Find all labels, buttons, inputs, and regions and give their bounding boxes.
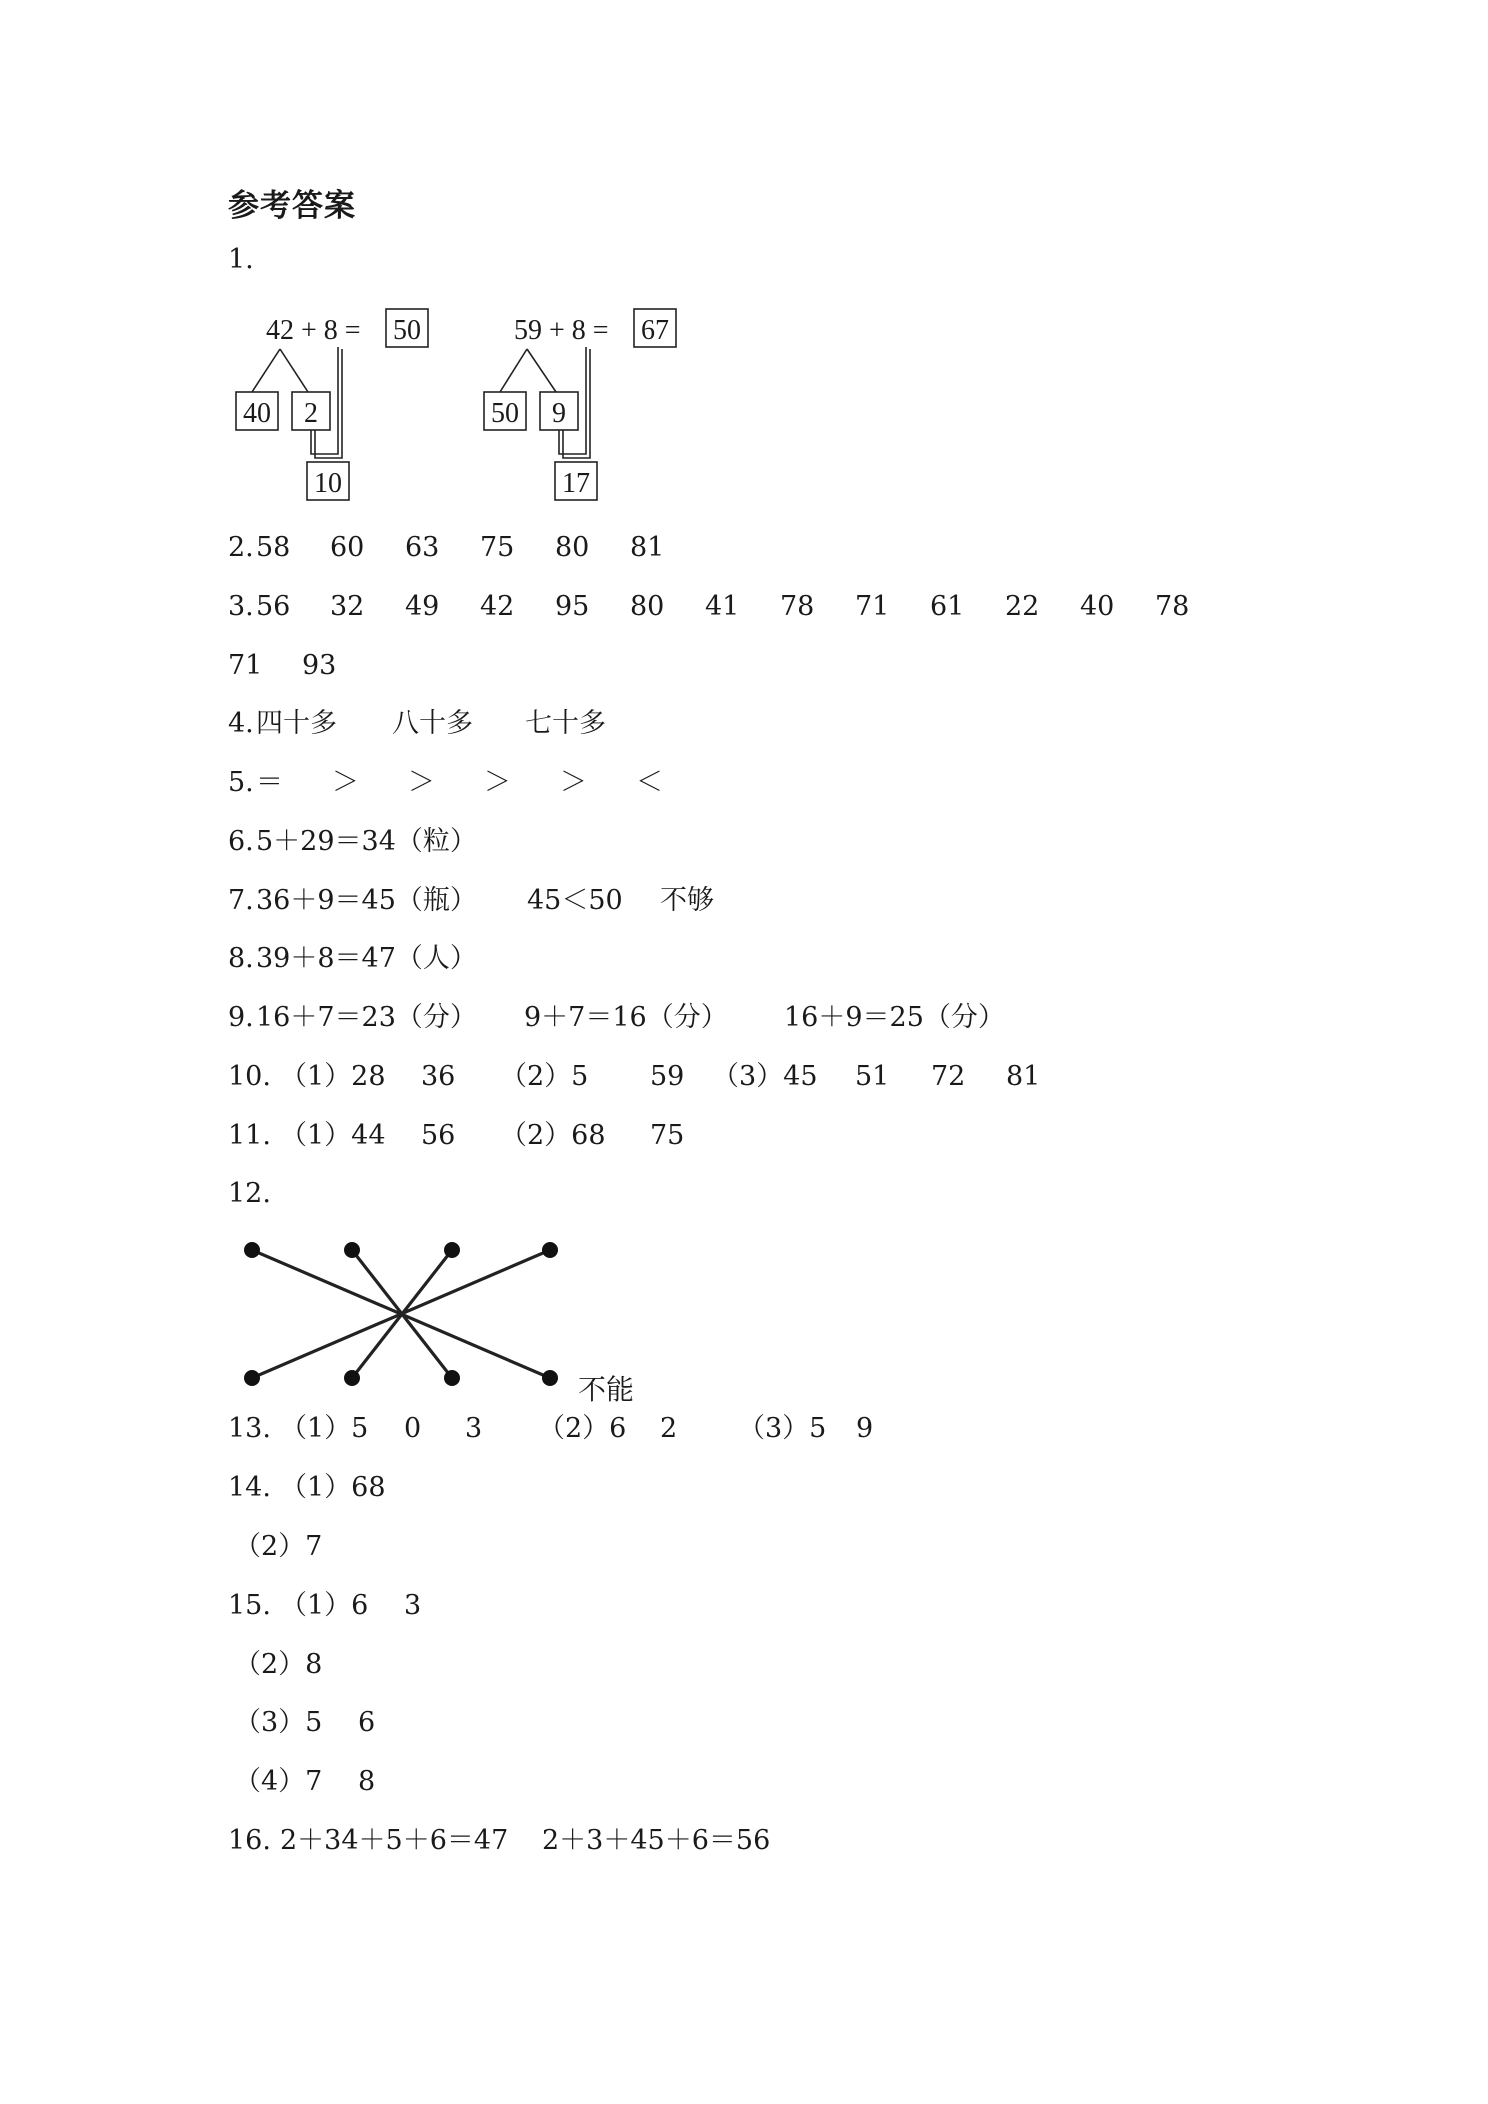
question-number: 16.: [228, 1825, 271, 1856]
question-number: 14.: [228, 1472, 271, 1503]
answer-value: 2＋34＋5＋6＝47: [280, 1825, 509, 1856]
answer-row: [228, 1527, 1328, 1567]
answer-value: 9: [856, 1413, 874, 1444]
question-number: 7.: [228, 885, 254, 916]
question-number: 2.: [228, 532, 254, 563]
answer-value: 56: [256, 591, 291, 622]
answer-row: [228, 939, 1328, 979]
answer-row: [228, 528, 1328, 568]
question-1-label: [228, 240, 254, 280]
answer-row: [228, 1645, 1328, 1685]
question-number: 13.: [228, 1413, 271, 1444]
answer-value: 3: [404, 1590, 422, 1621]
answer-value: （2）5: [500, 1061, 589, 1092]
answer-value: 16＋7＝23（分）: [256, 1002, 477, 1033]
answer-value: ＝: [256, 767, 283, 798]
answer-value: 75: [480, 532, 515, 563]
answer-value: 58: [256, 532, 291, 563]
answer-value: 81: [1006, 1061, 1041, 1092]
split-left-b: 2: [304, 398, 318, 429]
answer-value: 22: [1005, 591, 1040, 622]
answer-value: ＞: [560, 767, 587, 798]
answer-row: [228, 646, 1328, 686]
question-number: 3.: [228, 591, 254, 622]
answer-value: 32: [330, 591, 365, 622]
answer-row: [228, 881, 1328, 921]
answer-row: [228, 1116, 1328, 1156]
answer-value: 36＋9＝45（瓶）: [256, 885, 477, 916]
question-number: 4.: [228, 708, 254, 739]
answer-value: ＞: [484, 767, 511, 798]
answer-value: （1）5: [280, 1413, 369, 1444]
page-title: 参考答案: [228, 188, 356, 224]
decomposition-diagram: [228, 300, 708, 515]
answer-value: （3）5: [234, 1707, 323, 1738]
answer-value: 6: [358, 1707, 376, 1738]
answer-value: （1）68: [280, 1472, 386, 1503]
answer-row: [228, 998, 1328, 1038]
answer-value: （4）7: [234, 1766, 323, 1797]
answer-value: 75: [650, 1120, 685, 1151]
answer-value: 51: [855, 1061, 890, 1092]
sum-right: 17: [562, 468, 590, 499]
answer-value: 2: [660, 1413, 678, 1444]
top-dot: [344, 1242, 360, 1258]
top-dot: [542, 1242, 558, 1258]
question-number: 15.: [228, 1590, 271, 1621]
answer-value: （2）8: [234, 1649, 323, 1680]
answer-value: 41: [705, 591, 740, 622]
answer-row: [228, 1821, 1328, 1861]
answer-value: 2＋3＋45＋6＝56: [542, 1825, 771, 1856]
answer-value: 78: [780, 591, 815, 622]
answer-value: 93: [302, 650, 337, 681]
question-number: 9.: [228, 1002, 254, 1033]
answer-value: （1）28: [280, 1061, 386, 1092]
answer-value: 3: [465, 1413, 483, 1444]
answer-value: （1）44: [280, 1120, 386, 1151]
bottom-dot: [542, 1370, 558, 1386]
answer-value: 95: [555, 591, 590, 622]
answer-value: （2）68: [500, 1120, 606, 1151]
answer-value: 71: [855, 591, 890, 622]
answer-value: （2）6: [538, 1413, 627, 1444]
answer-value: 78: [1155, 591, 1190, 622]
bottom-dot: [444, 1370, 460, 1386]
result-right: 67: [641, 315, 669, 346]
answer-value: 59: [650, 1061, 685, 1092]
answer-row: [228, 704, 1328, 744]
result-left: 50: [393, 315, 421, 346]
answer-row: [228, 1057, 1328, 1097]
question-number: 11.: [228, 1120, 271, 1151]
answer-row: [228, 1409, 1328, 1449]
answer-row: [228, 822, 1328, 862]
answer-value: 八十多: [392, 708, 473, 739]
answer-value: 42: [480, 591, 515, 622]
answer-value: （2）7: [234, 1531, 323, 1562]
answer-row: [228, 1762, 1328, 1802]
answer-value: ＜: [636, 767, 663, 798]
answer-row: [228, 587, 1328, 627]
bottom-dot: [244, 1370, 260, 1386]
answer-value: 71: [228, 650, 263, 681]
split-left-a: 40: [243, 398, 271, 429]
answer-value: 63: [405, 532, 440, 563]
answer-value: 56: [421, 1120, 456, 1151]
answer-value: （1）6: [280, 1590, 369, 1621]
answer-value: 49: [405, 591, 440, 622]
answer-value: 72: [931, 1061, 966, 1092]
answer-value: 9＋7＝16（分）: [524, 1002, 728, 1033]
answer-value: 61: [930, 591, 965, 622]
answer-row: [228, 1174, 1328, 1214]
split-right-a: 50: [491, 398, 519, 429]
answer-value: 七十多: [525, 708, 606, 739]
answer-value: ＞: [408, 767, 435, 798]
question-number: 10.: [228, 1061, 271, 1092]
top-dot: [444, 1242, 460, 1258]
answer-value: 39＋8＝47（人）: [256, 943, 477, 974]
answer-value: 四十多: [256, 708, 337, 739]
answer-value: 81: [630, 532, 665, 563]
question-number: 6.: [228, 826, 254, 857]
answer-row: [228, 1703, 1328, 1743]
bottom-dot: [344, 1370, 360, 1386]
answer-value: 80: [630, 591, 665, 622]
answer-value: ＞: [332, 767, 359, 798]
question-number: 8.: [228, 943, 254, 974]
sum-left: 10: [314, 468, 342, 499]
answer-value: 0: [404, 1413, 422, 1444]
answer-value: 16＋9＝25（分）: [784, 1002, 1005, 1033]
answer-value: 60: [330, 532, 365, 563]
answer-row: [228, 763, 1328, 803]
split-right-b: 9: [552, 398, 566, 429]
answer-value: 40: [1080, 591, 1115, 622]
answer-value: 80: [555, 532, 590, 563]
answer-value: 5＋29＝34（粒）: [256, 826, 477, 857]
top-dot: [244, 1242, 260, 1258]
answer-value: 45＜50: [527, 885, 623, 916]
answer-value: （3）5: [738, 1413, 827, 1444]
question-12-note: 不能: [578, 1373, 635, 1406]
answer-value: 36: [421, 1061, 456, 1092]
answer-row: [228, 1468, 1328, 1508]
expression-left: 42 + 8 =: [266, 315, 361, 346]
answer-value: 不够: [660, 885, 714, 916]
question-number: 5.: [228, 767, 254, 798]
question-number: 1.: [228, 244, 254, 275]
question-number: 12.: [228, 1178, 271, 1209]
answer-value: （3）45: [712, 1061, 818, 1092]
expression-right: 59 + 8 =: [514, 315, 609, 346]
answer-row: [228, 1586, 1328, 1626]
answer-value: 8: [358, 1766, 376, 1797]
